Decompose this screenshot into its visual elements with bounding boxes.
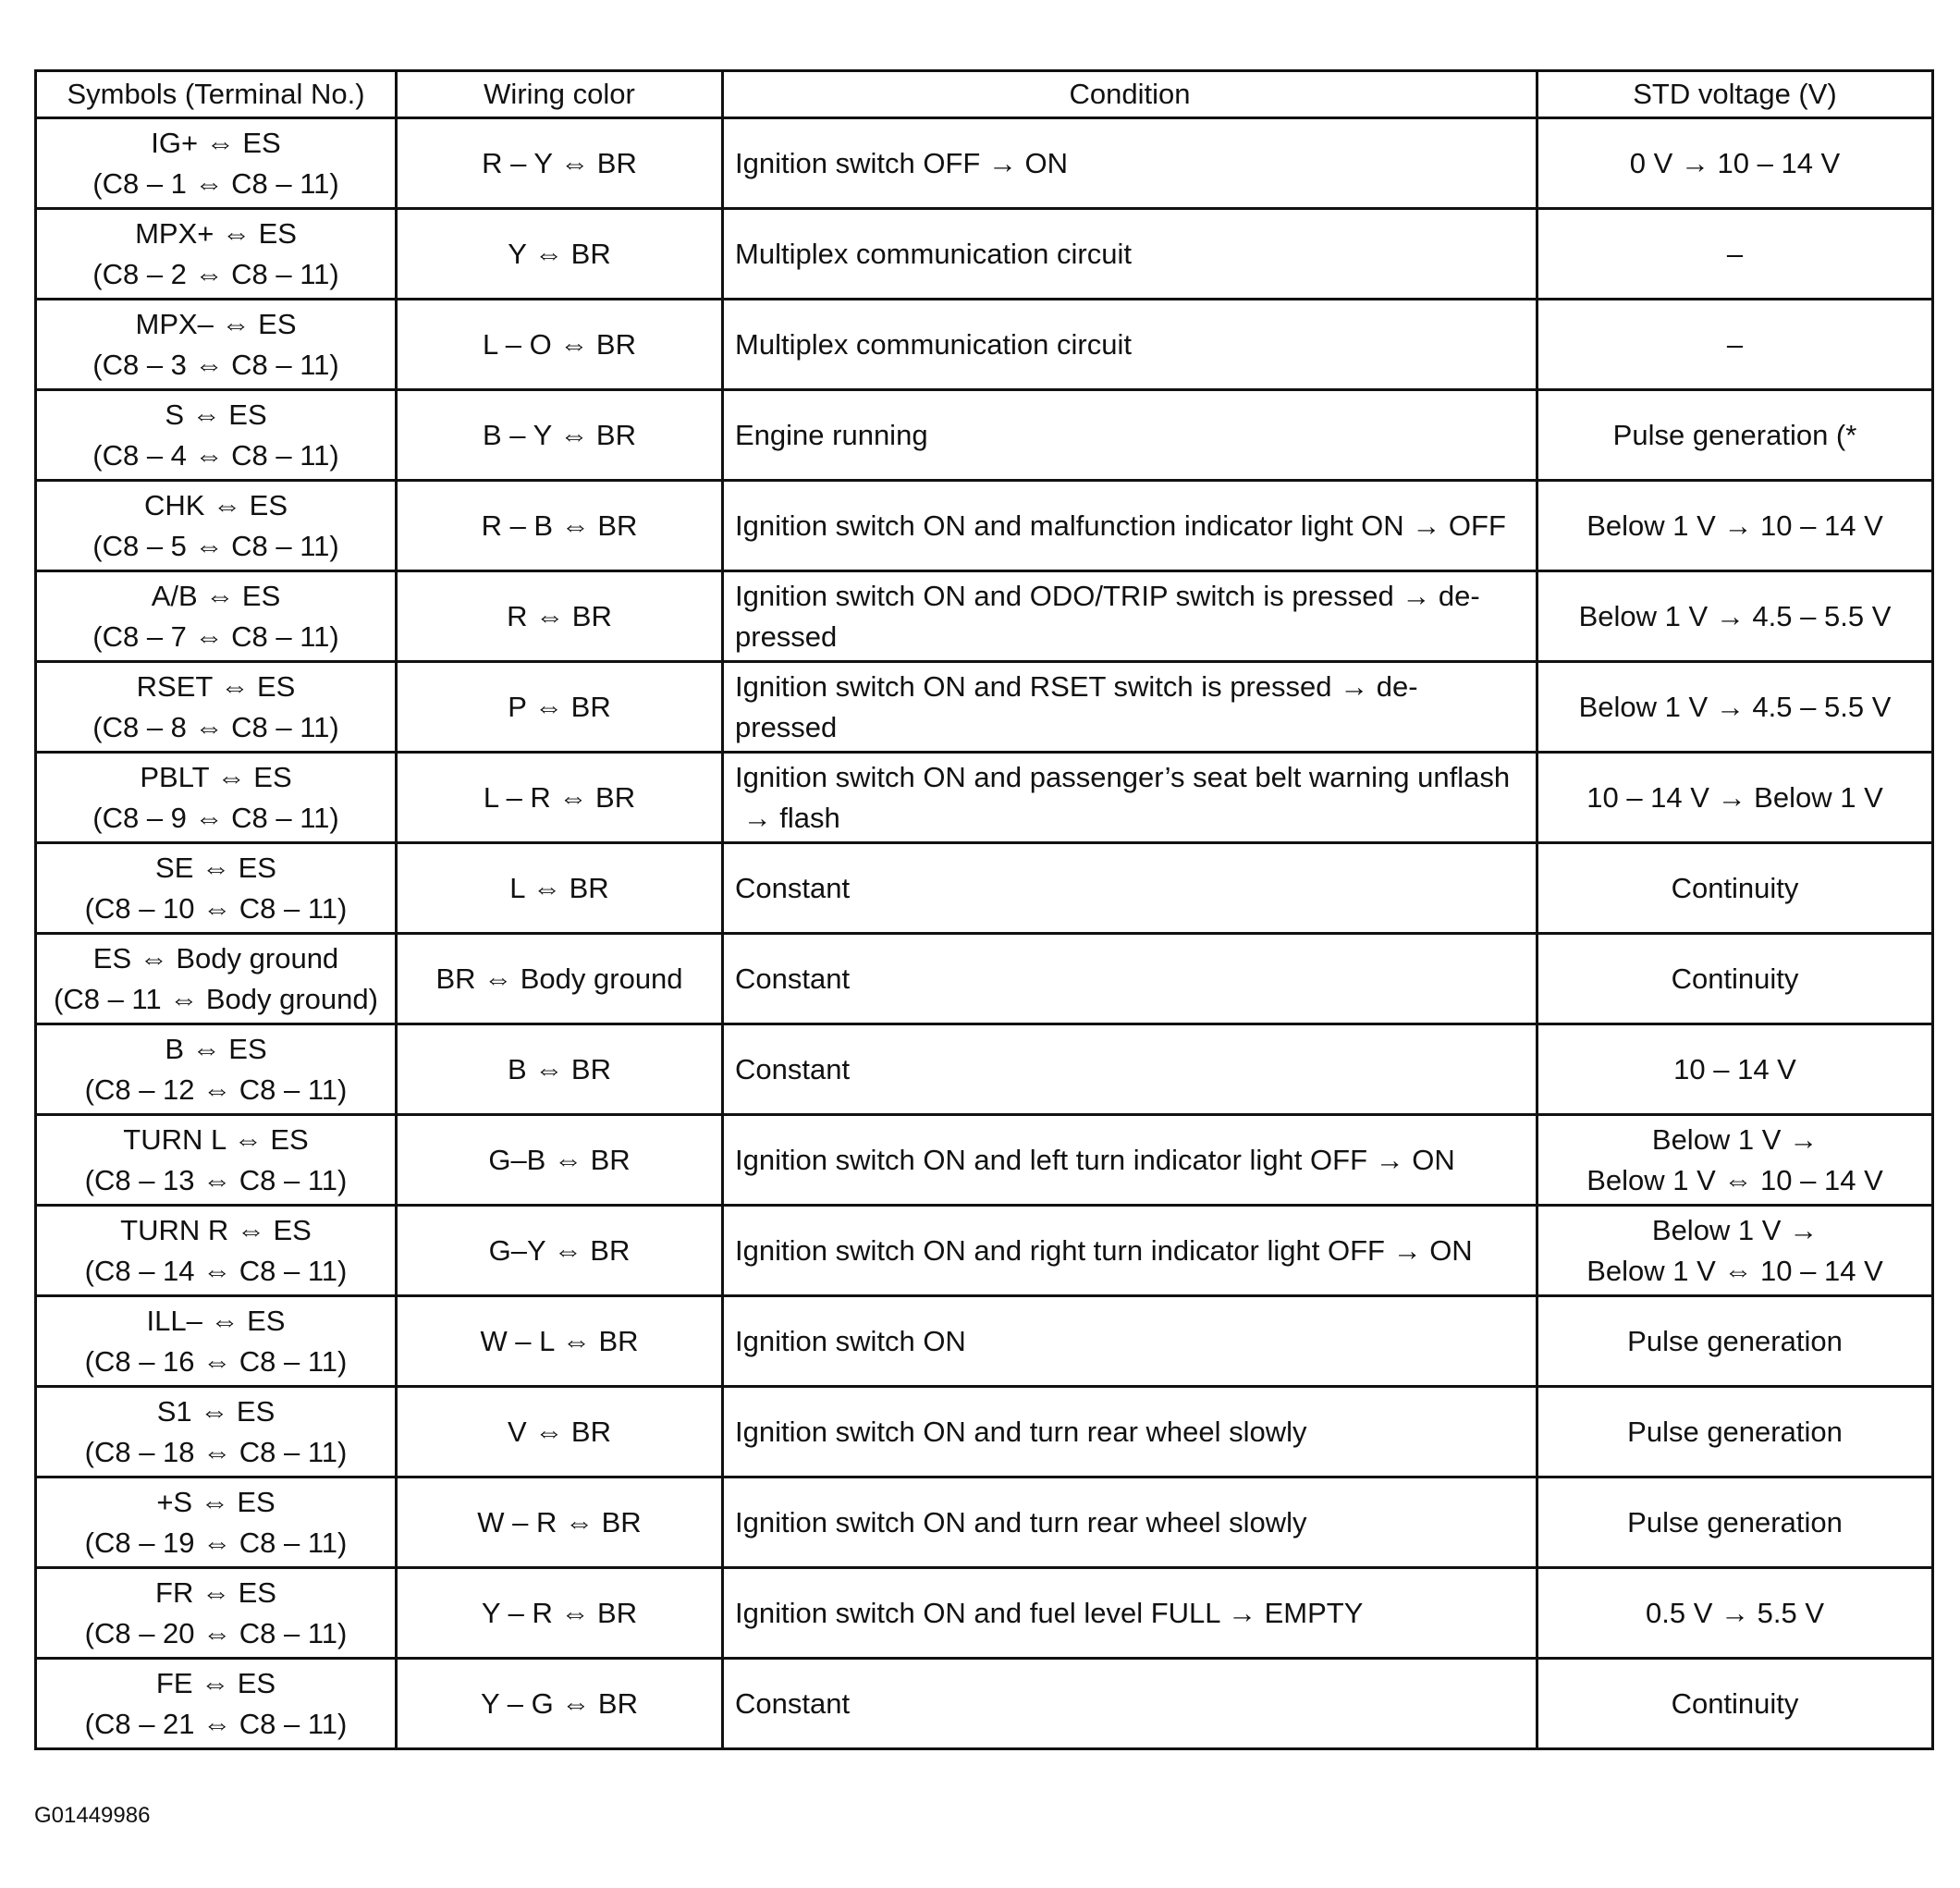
cell-std-voltage xyxy=(1537,1024,1933,1115)
cell-symbol xyxy=(36,481,397,571)
cell-symbol xyxy=(36,1477,397,1568)
cell-symbol xyxy=(36,1115,397,1206)
table-row xyxy=(36,1206,1933,1296)
cell-wiring-color xyxy=(397,934,723,1024)
condition-text: Constant xyxy=(735,1052,851,1085)
condition-text: → flash xyxy=(735,801,840,834)
header-std-voltage: STD voltage (V) xyxy=(1537,71,1933,118)
table-row xyxy=(36,1659,1933,1749)
voltage-text: Below 1 V → xyxy=(1651,1213,1819,1246)
symbol-text: +S ⇔ ES xyxy=(156,1485,276,1518)
cell-wiring-color xyxy=(397,1659,723,1749)
cell-wiring-color xyxy=(397,1296,723,1387)
condition-text: Ignition switch ON and RSET switch is pressed → de- xyxy=(735,669,1418,703)
symbol-text: IG+ ⇔ ES xyxy=(151,126,281,159)
terminal-text: (C8 – 20 ⇔ C8 – 11) xyxy=(84,1616,348,1649)
cell-wiring-color xyxy=(397,390,723,481)
condition-text: Constant xyxy=(735,1686,851,1720)
voltage-text: – xyxy=(1726,237,1744,270)
cell-std-voltage xyxy=(1537,390,1933,481)
table-body xyxy=(36,118,1933,1749)
table-row xyxy=(36,390,1933,481)
cell-condition xyxy=(723,1115,1537,1206)
symbol-text: S ⇔ ES xyxy=(165,398,267,431)
condition-text: Ignition switch ON and fuel level FULL → EMPTY xyxy=(735,1596,1364,1629)
terminal-text: (C8 – 13 ⇔ C8 – 11) xyxy=(84,1163,348,1196)
cell-symbol xyxy=(36,118,397,209)
cell-symbol xyxy=(36,1206,397,1296)
wiring-text: L – R ⇔ BR xyxy=(483,780,636,814)
terminal-text: (C8 – 18 ⇔ C8 – 11) xyxy=(84,1435,348,1468)
wiring-text: R ⇔ BR xyxy=(507,599,612,632)
cell-symbol xyxy=(36,209,397,300)
table-row xyxy=(36,1387,1933,1477)
header-wiring-color: Wiring color xyxy=(397,71,723,118)
condition-text: Engine running xyxy=(735,418,928,451)
condition-text: Ignition switch ON and turn rear wheel slowly xyxy=(735,1415,1307,1448)
wiring-text: R – Y ⇔ BR xyxy=(482,146,637,179)
symbol-text: FR ⇔ ES xyxy=(155,1575,276,1609)
table-row xyxy=(36,662,1933,753)
cell-condition xyxy=(723,1296,1537,1387)
wiring-text: G–B ⇔ BR xyxy=(488,1143,631,1176)
condition-text: Ignition switch ON and turn rear wheel slowly xyxy=(735,1505,1307,1539)
cell-symbol xyxy=(36,390,397,481)
cell-std-voltage xyxy=(1537,1296,1933,1387)
voltage-text: Pulse generation xyxy=(1627,1505,1843,1539)
terminal-text: (C8 – 11 ⇔ Body ground) xyxy=(54,982,378,1015)
symbol-text: MPX– ⇔ ES xyxy=(135,307,297,340)
cell-symbol xyxy=(36,571,397,662)
cell-condition xyxy=(723,1024,1537,1115)
cell-symbol xyxy=(36,300,397,390)
wiring-text: Y – R ⇔ BR xyxy=(481,1596,638,1629)
cell-std-voltage xyxy=(1537,1115,1933,1206)
wiring-text: BR ⇔ Body ground xyxy=(435,962,683,995)
symbol-text: S1 ⇔ ES xyxy=(156,1394,276,1428)
condition-text: Ignition switch ON and passenger’s seat belt warning unflash xyxy=(735,760,1511,793)
voltage-text: Below 1 V → 4.5 – 5.5 V xyxy=(1578,599,1892,632)
voltage-text: Continuity xyxy=(1671,962,1799,995)
wiring-text: B ⇔ BR xyxy=(508,1052,611,1085)
voltage-text: Below 1 V ⇔ 10 – 14 V xyxy=(1586,1163,1883,1196)
condition-text: Multiplex communication circuit xyxy=(735,327,1132,361)
voltage-text: Below 1 V → 4.5 – 5.5 V xyxy=(1578,690,1892,723)
terminal-text: (C8 – 7 ⇔ C8 – 11) xyxy=(92,619,339,653)
cell-wiring-color xyxy=(397,1206,723,1296)
voltage-text: Continuity xyxy=(1671,871,1799,904)
table-row xyxy=(36,209,1933,300)
cell-std-voltage xyxy=(1537,1387,1933,1477)
symbol-text: ILL– ⇔ ES xyxy=(146,1304,286,1337)
cell-wiring-color xyxy=(397,571,723,662)
cell-std-voltage xyxy=(1537,1659,1933,1749)
cell-symbol xyxy=(36,753,397,843)
voltage-text: Below 1 V ⇔ 10 – 14 V xyxy=(1586,1254,1883,1287)
cell-std-voltage xyxy=(1537,300,1933,390)
terminal-text: (C8 – 4 ⇔ C8 – 11) xyxy=(92,438,339,472)
cell-std-voltage xyxy=(1537,662,1933,753)
wiring-text: Y – G ⇔ BR xyxy=(481,1686,638,1720)
cell-std-voltage xyxy=(1537,934,1933,1024)
symbol-text: ES ⇔ Body ground xyxy=(92,941,339,975)
symbol-text: CHK ⇔ ES xyxy=(143,488,288,521)
cell-wiring-color xyxy=(397,662,723,753)
table-row xyxy=(36,1024,1933,1115)
table-row xyxy=(36,753,1933,843)
table-header-row xyxy=(36,71,1933,118)
cell-symbol xyxy=(36,1568,397,1659)
voltage-text: – xyxy=(1726,327,1744,361)
cell-std-voltage xyxy=(1537,753,1933,843)
cell-symbol xyxy=(36,1387,397,1477)
cell-wiring-color xyxy=(397,118,723,209)
cell-wiring-color xyxy=(397,843,723,934)
cell-symbol xyxy=(36,1659,397,1749)
symbol-text: RSET ⇔ ES xyxy=(136,669,296,703)
voltage-text: Pulse generation (* xyxy=(1612,418,1857,451)
symbol-text: SE ⇔ ES xyxy=(155,851,276,884)
cell-std-voltage xyxy=(1537,481,1933,571)
cell-std-voltage xyxy=(1537,1206,1933,1296)
cell-condition xyxy=(723,934,1537,1024)
symbol-text: MPX+ ⇔ ES xyxy=(135,216,297,250)
cell-wiring-color xyxy=(397,1568,723,1659)
wiring-text: L – O ⇔ BR xyxy=(483,327,636,361)
cell-std-voltage xyxy=(1537,1568,1933,1659)
wiring-text: R – B ⇔ BR xyxy=(481,509,638,542)
table-row xyxy=(36,300,1933,390)
voltage-text: Below 1 V → 10 – 14 V xyxy=(1586,509,1883,542)
terminal-text: (C8 – 2 ⇔ C8 – 11) xyxy=(92,257,339,290)
cell-condition xyxy=(723,843,1537,934)
condition-text: Ignition switch ON and right turn indicator light OFF → ON xyxy=(735,1233,1473,1267)
cell-symbol xyxy=(36,843,397,934)
figure-id: G01449986 xyxy=(34,1803,151,1828)
terminal-text: (C8 – 10 ⇔ C8 – 11) xyxy=(84,891,348,925)
cell-wiring-color xyxy=(397,1477,723,1568)
condition-text: pressed xyxy=(735,619,838,653)
table-row xyxy=(36,1296,1933,1387)
table-row xyxy=(36,1115,1933,1206)
table-row xyxy=(36,843,1933,934)
cell-wiring-color xyxy=(397,300,723,390)
cell-wiring-color xyxy=(397,1024,723,1115)
cell-std-voltage xyxy=(1537,209,1933,300)
table-row xyxy=(36,934,1933,1024)
table-row xyxy=(36,571,1933,662)
voltage-text: 10 – 14 V xyxy=(1673,1052,1796,1085)
terminal-text: (C8 – 14 ⇔ C8 – 11) xyxy=(84,1254,348,1287)
cell-symbol xyxy=(36,1296,397,1387)
cell-condition xyxy=(723,390,1537,481)
condition-text: Ignition switch ON and malfunction indicator light ON → OFF xyxy=(735,509,1506,542)
condition-text: Constant xyxy=(735,871,851,904)
cell-condition xyxy=(723,1568,1537,1659)
voltage-text: Pulse generation xyxy=(1627,1324,1843,1357)
cell-condition xyxy=(723,1387,1537,1477)
cell-condition xyxy=(723,1477,1537,1568)
symbol-text: TURN L ⇔ ES xyxy=(123,1122,309,1156)
wiring-text: W – R ⇔ BR xyxy=(477,1505,642,1539)
wiring-text: G–Y ⇔ BR xyxy=(488,1233,631,1267)
cell-condition xyxy=(723,300,1537,390)
cell-symbol xyxy=(36,934,397,1024)
table-row xyxy=(36,118,1933,209)
condition-text: Ignition switch ON xyxy=(735,1324,966,1357)
condition-text: Constant xyxy=(735,962,851,995)
symbol-text: A/B ⇔ ES xyxy=(151,579,281,612)
cell-condition xyxy=(723,118,1537,209)
cell-condition xyxy=(723,662,1537,753)
symbol-text: FE ⇔ ES xyxy=(155,1666,276,1699)
cell-condition xyxy=(723,209,1537,300)
cell-condition xyxy=(723,571,1537,662)
wiring-text: B – Y ⇔ BR xyxy=(483,418,636,451)
condition-text: Multiplex communication circuit xyxy=(735,237,1132,270)
terminal-voltage-table xyxy=(34,69,1934,1750)
wiring-text: L ⇔ BR xyxy=(509,871,609,904)
cell-condition xyxy=(723,1206,1537,1296)
terminal-text: (C8 – 3 ⇔ C8 – 11) xyxy=(92,348,339,381)
cell-symbol xyxy=(36,662,397,753)
condition-text: Ignition switch ON and ODO/TRIP switch is pressed → de- xyxy=(735,579,1480,612)
condition-text: pressed xyxy=(735,710,838,743)
condition-text: Ignition switch OFF → ON xyxy=(735,146,1069,179)
cell-wiring-color xyxy=(397,1115,723,1206)
terminal-text: (C8 – 21 ⇔ C8 – 11) xyxy=(84,1707,348,1740)
cell-std-voltage xyxy=(1537,1477,1933,1568)
cell-condition xyxy=(723,481,1537,571)
cell-condition xyxy=(723,1659,1537,1749)
cell-std-voltage xyxy=(1537,118,1933,209)
cell-symbol xyxy=(36,1024,397,1115)
wiring-text: W – L ⇔ BR xyxy=(480,1324,639,1357)
cell-std-voltage xyxy=(1537,571,1933,662)
voltage-text: Pulse generation xyxy=(1627,1415,1843,1448)
voltage-text: 10 – 14 V → Below 1 V xyxy=(1586,780,1883,814)
symbol-text: B ⇔ ES xyxy=(165,1032,267,1065)
voltage-text: 0.5 V → 5.5 V xyxy=(1646,1596,1824,1629)
voltage-text: 0 V → 10 – 14 V xyxy=(1629,146,1841,179)
terminal-text: (C8 – 12 ⇔ C8 – 11) xyxy=(84,1073,348,1106)
voltage-text: Below 1 V → xyxy=(1651,1122,1819,1156)
table-row xyxy=(36,1477,1933,1568)
cell-condition xyxy=(723,753,1537,843)
wiring-text: P ⇔ BR xyxy=(508,690,611,723)
terminal-text: (C8 – 16 ⇔ C8 – 11) xyxy=(84,1344,348,1378)
cell-wiring-color xyxy=(397,481,723,571)
terminal-text: (C8 – 5 ⇔ C8 – 11) xyxy=(92,529,339,562)
terminal-text: (C8 – 1 ⇔ C8 – 11) xyxy=(92,166,339,200)
terminal-text: (C8 – 9 ⇔ C8 – 11) xyxy=(92,801,339,834)
cell-wiring-color xyxy=(397,209,723,300)
symbol-text: PBLT ⇔ ES xyxy=(140,760,292,793)
header-condition: Condition xyxy=(723,71,1537,118)
terminal-text: (C8 – 19 ⇔ C8 – 11) xyxy=(84,1526,348,1559)
condition-text: Ignition switch ON and left turn indicator light OFF → ON xyxy=(735,1143,1455,1176)
header-symbols: Symbols (Terminal No.) xyxy=(36,71,397,118)
wiring-text: Y ⇔ BR xyxy=(508,237,611,270)
symbol-text: TURN R ⇔ ES xyxy=(120,1213,312,1246)
table-row xyxy=(36,481,1933,571)
cell-wiring-color xyxy=(397,753,723,843)
voltage-text: Continuity xyxy=(1671,1686,1799,1720)
cell-wiring-color xyxy=(397,1387,723,1477)
table-row xyxy=(36,1568,1933,1659)
cell-std-voltage xyxy=(1537,843,1933,934)
terminal-text: (C8 – 8 ⇔ C8 – 11) xyxy=(92,710,339,743)
wiring-text: V ⇔ BR xyxy=(508,1415,611,1448)
